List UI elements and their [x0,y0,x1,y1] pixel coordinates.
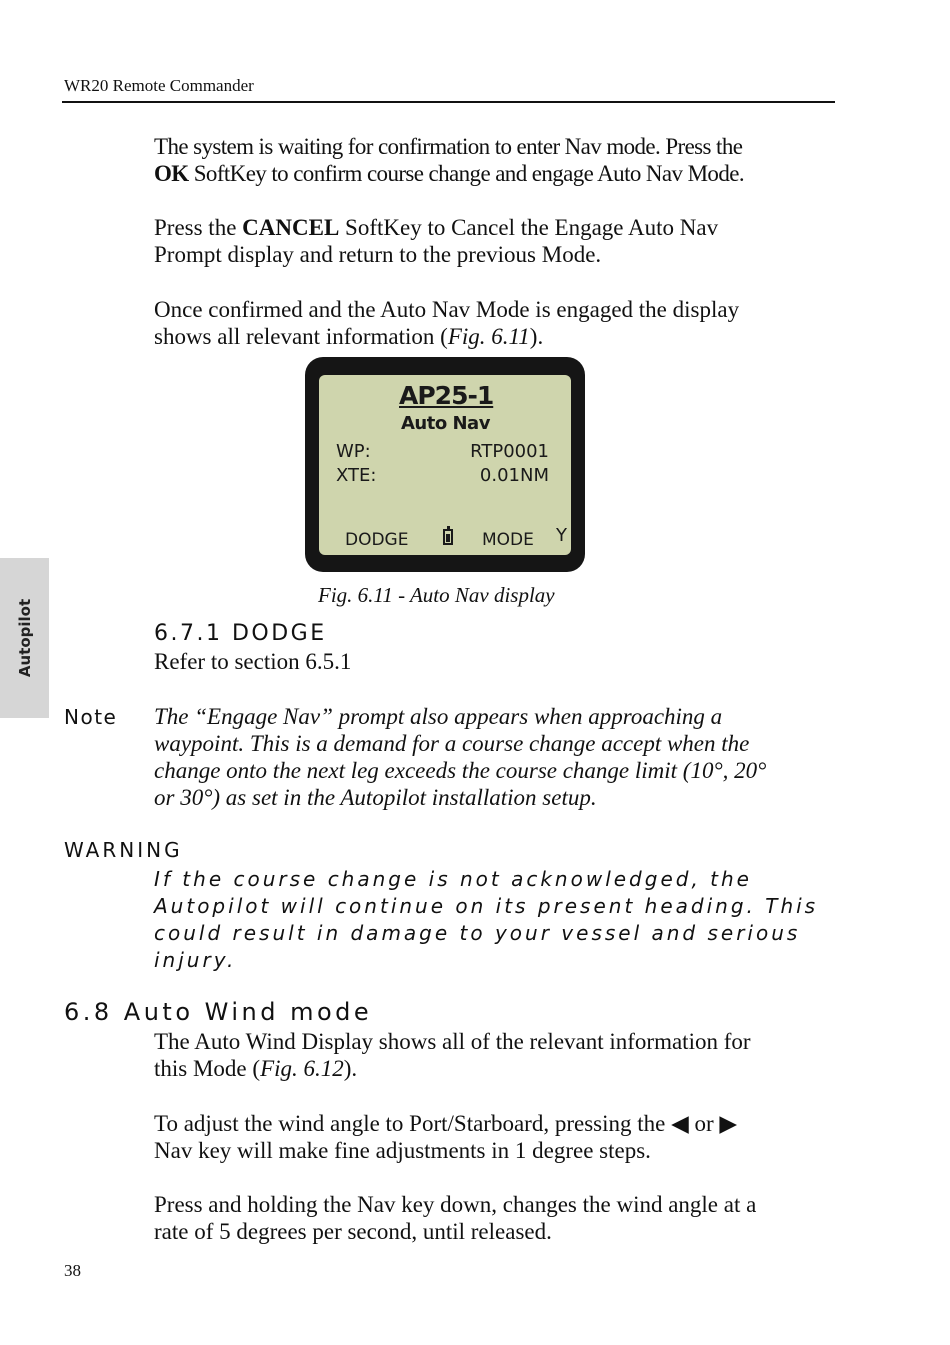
figure-reference: Fig. 6.11 [447,324,530,349]
intro-p3-line-2: shows all relevant information (Fig. 6.11). [154,324,544,349]
running-title: WR20 Remote Commander [64,76,254,95]
warning-line: If the course change is not acknowledged, the [154,867,752,891]
page-number: 38 [64,1261,81,1280]
section-671-text: Refer to section 6.5.1 [154,649,352,674]
warning-label: WARNING [64,838,183,862]
section-68-p2-line-1: To adjust the wind angle to Port/Starboard, pressing the ◀ or ▶ [154,1111,738,1136]
side-tab-label: Autopilot [15,598,34,678]
intro-p1-line-1: The system is waiting for confirmation to enter Nav mode. Press the [154,134,743,159]
lcd-softkey-mode: MODE [482,530,534,550]
battery-icon [443,529,453,545]
lcd-mode-label: Auto Nav [401,413,490,434]
lcd-xte-label: XTE: [336,465,377,486]
section-68-paragraph-2 [154,1110,834,1164]
section-671-heading: 6.7.1 DODGE [154,621,327,646]
section-68-p1-line-2: this Mode (Fig. 6.12). [154,1056,358,1081]
intro-p1-line-2: OK SoftKey to confirm course change and engage Auto Nav Mode. [154,161,744,186]
note-line: The “Engage Nav” prompt also appears when approaching a [154,704,723,729]
note-label: Note [64,705,118,729]
intro-p2-line-1: Press the CANCEL SoftKey to Cancel the Engage Auto Nav [154,215,719,240]
figure-caption: Fig. 6.11 - Auto Nav display [318,583,555,607]
warning-line: could result in damage to your vessel and serious [154,921,801,945]
section-68-p3-line-1: Press and holding the Nav key down, changes the wind angle at a [154,1192,757,1217]
warning-line: Autopilot will continue on its present heading. This [154,894,819,918]
lcd-xte-value: 0.01NM [479,465,549,486]
lcd-screen [319,375,571,555]
note-line: change onto the next leg exceeds the course change limit (10°, 20° [154,758,767,783]
section-68-p1-line-1: The Auto Wind Display shows all of the relevant information for [154,1029,751,1054]
lcd-wp-label: WP: [336,441,371,462]
side-tab [0,558,49,718]
section-68-p2-line-2: Nav key will make fine adjustments in 1 degree steps. [154,1138,651,1163]
warning-line: injury. [154,948,237,972]
ok-softkey-term: OK [154,161,189,186]
intro-p3-line-1: Once confirmed and the Auto Nav Mode is engaged the display [154,297,740,322]
header-rule [62,101,835,103]
intro-p2-line-2: Prompt display and return to the previous Mode. [154,242,602,267]
lcd-softkey-dodge: DODGE [345,530,409,550]
section-68-paragraph-1 [154,1028,834,1082]
note-line: or 30°) as set in the Autopilot installation setup. [154,785,597,810]
lcd-wp-value: RTP0001 [470,441,549,462]
section-68-paragraph-3 [154,1191,834,1245]
section-68-heading: 6.8 Auto Wind mode [64,998,373,1026]
intro-paragraph-1 [154,133,834,187]
note-line: waypoint. This is a demand for a course change accept when the [154,731,750,756]
intro-paragraph-3 [154,296,834,350]
antenna-icon: Y [556,525,567,546]
warning-text [154,866,844,974]
cancel-softkey-term: CANCEL [242,215,340,240]
note-text [154,703,854,811]
section-68-p3-line-2: rate of 5 degrees per second, until released. [154,1219,552,1244]
lcd-unit-title: AP25-1 [399,381,494,410]
lcd-device [305,357,585,572]
figure-reference: Fig. 6.12 [260,1056,344,1081]
intro-paragraph-2 [154,214,834,268]
